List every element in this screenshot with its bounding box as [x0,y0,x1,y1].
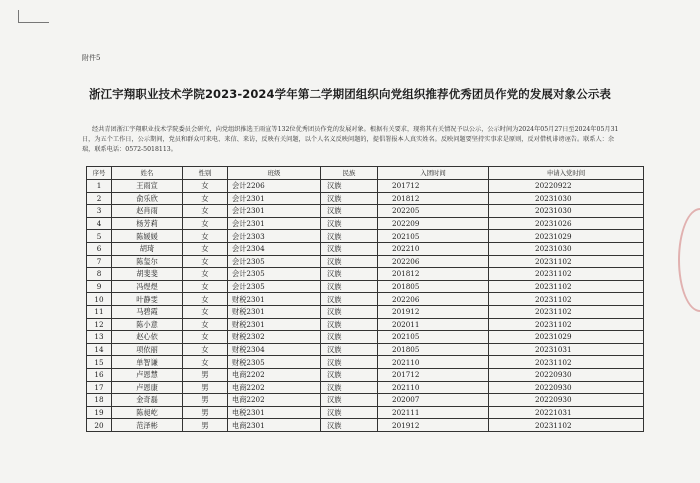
cell-party-apply-date: 20231102 [489,293,644,306]
cell-index: 6 [87,242,112,255]
table-row [87,293,644,306]
cell-class: 财税2304 [228,343,321,356]
header-name: 姓名 [112,167,183,180]
cell-class: 会计2305 [228,255,321,268]
header-league-date: 入团时间 [378,167,489,180]
cell-class: 会计2305 [228,268,321,281]
table-row [87,318,644,331]
cell-league-date: 201805 [378,343,489,356]
cell-party-apply-date: 20220930 [489,381,644,394]
cell-league-date: 202011 [378,318,489,331]
cell-name: 陈昶屹 [112,406,183,419]
cell-class: 财税2305 [228,356,321,369]
cell-index: 8 [87,268,112,281]
cell-class: 会计2304 [228,242,321,255]
cell-ethnicity: 汉族 [321,217,378,230]
cell-index: 19 [87,406,112,419]
cell-ethnicity: 汉族 [321,343,378,356]
cell-party-apply-date: 20231102 [489,280,644,293]
cell-index: 16 [87,368,112,381]
cell-ethnicity: 汉族 [321,280,378,293]
table-row [87,343,644,356]
cell-ethnicity: 汉族 [321,406,378,419]
cell-name: 项依丽 [112,343,183,356]
cell-ethnicity: 汉族 [321,368,378,381]
cell-index: 5 [87,230,112,243]
cell-league-date: 202210 [378,242,489,255]
cell-league-date: 201912 [378,305,489,318]
table-row [87,331,644,344]
cell-party-apply-date: 20231030 [489,192,644,205]
cell-index: 13 [87,331,112,344]
page-title: 浙江宇翔职业技术学院2023-2024学年第二学期团组织向党组织推荐优秀团员作党的发展对象公示表 [88,87,612,101]
cell-party-apply-date: 20231102 [489,356,644,369]
cell-league-date: 201912 [378,419,489,432]
cell-ethnicity: 汉族 [321,192,378,205]
cell-class: 电税2301 [228,406,321,419]
cell-class: 电商2202 [228,368,321,381]
table-row [87,242,644,255]
header-party-apply-date: 申请入党时间 [489,167,644,180]
cell-index: 14 [87,343,112,356]
cell-party-apply-date: 20231102 [489,255,644,268]
header-class: 班级 [228,167,321,180]
cell-ethnicity: 汉族 [321,255,378,268]
cell-ethnicity: 汉族 [321,305,378,318]
cell-ethnicity: 汉族 [321,318,378,331]
table-row [87,368,644,381]
table-row [87,406,644,419]
cell-class: 会计2301 [228,217,321,230]
cell-league-date: 201812 [378,268,489,281]
scan-corner-mark [18,10,49,23]
cell-name: 杨芳莉 [112,217,183,230]
table-row [87,180,644,193]
cell-index: 1 [87,180,112,193]
cell-league-date: 202111 [378,406,489,419]
cell-gender: 男 [183,406,228,419]
cell-class: 会计2303 [228,230,321,243]
cell-league-date: 201805 [378,280,489,293]
cell-party-apply-date: 20221031 [489,406,644,419]
cell-class: 财税2302 [228,331,321,344]
cell-name: 陈媛媛 [112,230,183,243]
cell-league-date: 202110 [378,356,489,369]
cell-league-date: 202110 [378,381,489,394]
cell-gender: 女 [183,217,228,230]
cell-gender: 男 [183,381,228,394]
cell-league-date: 202209 [378,217,489,230]
cell-gender: 女 [183,192,228,205]
cell-party-apply-date: 20220922 [489,180,644,193]
cell-name: 王雨宣 [112,180,183,193]
cell-party-apply-date: 20231030 [489,205,644,218]
cell-ethnicity: 汉族 [321,230,378,243]
attachment-label: 附件5 [82,54,101,62]
cell-gender: 女 [183,280,228,293]
cell-gender: 女 [183,230,228,243]
cell-league-date: 201812 [378,192,489,205]
intro-paragraph: 经共青团浙江宇翔职业技术学院委员会研究，向党组织推选王雨宣等132位优秀团员作党的发展对象。根据有关要求，现将其有关情况予以公示，公示时间为2024年05月27日至2024年05月31日，为五个工作日，公示期间，党员和群众可来电、来信、来访，反映有关问题，以个人名义反映问题的，提倡署报本人真实姓名。反映问题要坚持实事求是原则，反对借机诽谤诬告。联系人：余瑞，联系电话：0572-5018113。 [82,126,619,153]
cell-name: 金奇磊 [112,394,183,407]
cell-class: 财税2301 [228,305,321,318]
cell-class: 会计2206 [228,180,321,193]
table-row [87,394,644,407]
cell-name: 俞乐欣 [112,192,183,205]
cell-name: 冯煜煜 [112,280,183,293]
table-row [87,217,644,230]
table-row [87,419,644,432]
cell-gender: 女 [183,356,228,369]
cell-party-apply-date: 20231029 [489,331,644,344]
cell-gender: 男 [183,419,228,432]
cell-index: 9 [87,280,112,293]
table-row [87,305,644,318]
cell-gender: 男 [183,394,228,407]
table-row [87,268,644,281]
cell-ethnicity: 汉族 [321,293,378,306]
header-index: 序号 [87,167,112,180]
cell-name: 范泽彬 [112,419,183,432]
cell-ethnicity: 汉族 [321,419,378,432]
cell-gender: 女 [183,305,228,318]
cell-index: 3 [87,205,112,218]
cell-party-apply-date: 20231030 [489,242,644,255]
cell-party-apply-date: 20220930 [489,394,644,407]
official-seal [678,208,700,312]
cell-gender: 女 [183,205,228,218]
cell-class: 会计2301 [228,192,321,205]
cell-party-apply-date: 20220930 [489,368,644,381]
cell-name: 陈小意 [112,318,183,331]
cell-ethnicity: 汉族 [321,180,378,193]
cell-league-date: 202105 [378,331,489,344]
cell-party-apply-date: 20231102 [489,419,644,432]
cell-name: 胡斐斐 [112,268,183,281]
cell-league-date: 202206 [378,255,489,268]
cell-league-date: 202105 [378,230,489,243]
cell-league-date: 201712 [378,368,489,381]
cell-class: 财税2301 [228,318,321,331]
cell-gender: 女 [183,318,228,331]
cell-ethnicity: 汉族 [321,242,378,255]
cell-gender: 女 [183,242,228,255]
cell-gender: 女 [183,293,228,306]
cell-name: 卢恩慧 [112,368,183,381]
cell-index: 18 [87,394,112,407]
cell-ethnicity: 汉族 [321,394,378,407]
cell-league-date: 201712 [378,180,489,193]
cell-league-date: 202206 [378,293,489,306]
cell-party-apply-date: 20231029 [489,230,644,243]
cell-gender: 女 [183,268,228,281]
cell-party-apply-date: 20231026 [489,217,644,230]
table-row [87,381,644,394]
table-row [87,230,644,243]
table-row [87,192,644,205]
cell-class: 会计2301 [228,205,321,218]
cell-gender: 女 [183,331,228,344]
cell-name: 单智谦 [112,356,183,369]
cell-league-date: 202007 [378,394,489,407]
cell-name: 胡琦 [112,242,183,255]
cell-name: 卢恩康 [112,381,183,394]
cell-party-apply-date: 20231031 [489,343,644,356]
cell-gender: 女 [183,180,228,193]
cell-ethnicity: 汉族 [321,331,378,344]
cell-index: 4 [87,217,112,230]
cell-name: 叶静雯 [112,293,183,306]
cell-ethnicity: 汉族 [321,205,378,218]
cell-party-apply-date: 20231102 [489,318,644,331]
cell-class: 会计2305 [228,280,321,293]
table-row [87,280,644,293]
cell-name: 马碧霞 [112,305,183,318]
cell-ethnicity: 汉族 [321,268,378,281]
cell-index: 7 [87,255,112,268]
cell-index: 15 [87,356,112,369]
cell-name: 赵肖雨 [112,205,183,218]
cell-league-date: 202205 [378,205,489,218]
cell-index: 17 [87,381,112,394]
cell-name: 陈玺尔 [112,255,183,268]
cell-name: 赵心依 [112,331,183,344]
table-row [87,205,644,218]
cell-ethnicity: 汉族 [321,381,378,394]
cell-class: 电商2202 [228,394,321,407]
cell-index: 10 [87,293,112,306]
roster-table [86,166,644,432]
cell-party-apply-date: 20231102 [489,305,644,318]
cell-index: 11 [87,305,112,318]
cell-class: 财税2301 [228,293,321,306]
header-ethnicity: 民族 [321,167,378,180]
cell-index: 12 [87,318,112,331]
cell-gender: 女 [183,343,228,356]
table-header-row [87,167,644,180]
table-row [87,356,644,369]
cell-party-apply-date: 20231102 [489,268,644,281]
cell-gender: 男 [183,368,228,381]
header-gender: 性别 [183,167,228,180]
cell-ethnicity: 汉族 [321,356,378,369]
cell-gender: 女 [183,255,228,268]
cell-class: 电商2301 [228,419,321,432]
cell-index: 2 [87,192,112,205]
cell-class: 电商2202 [228,381,321,394]
table-row [87,255,644,268]
cell-index: 20 [87,419,112,432]
